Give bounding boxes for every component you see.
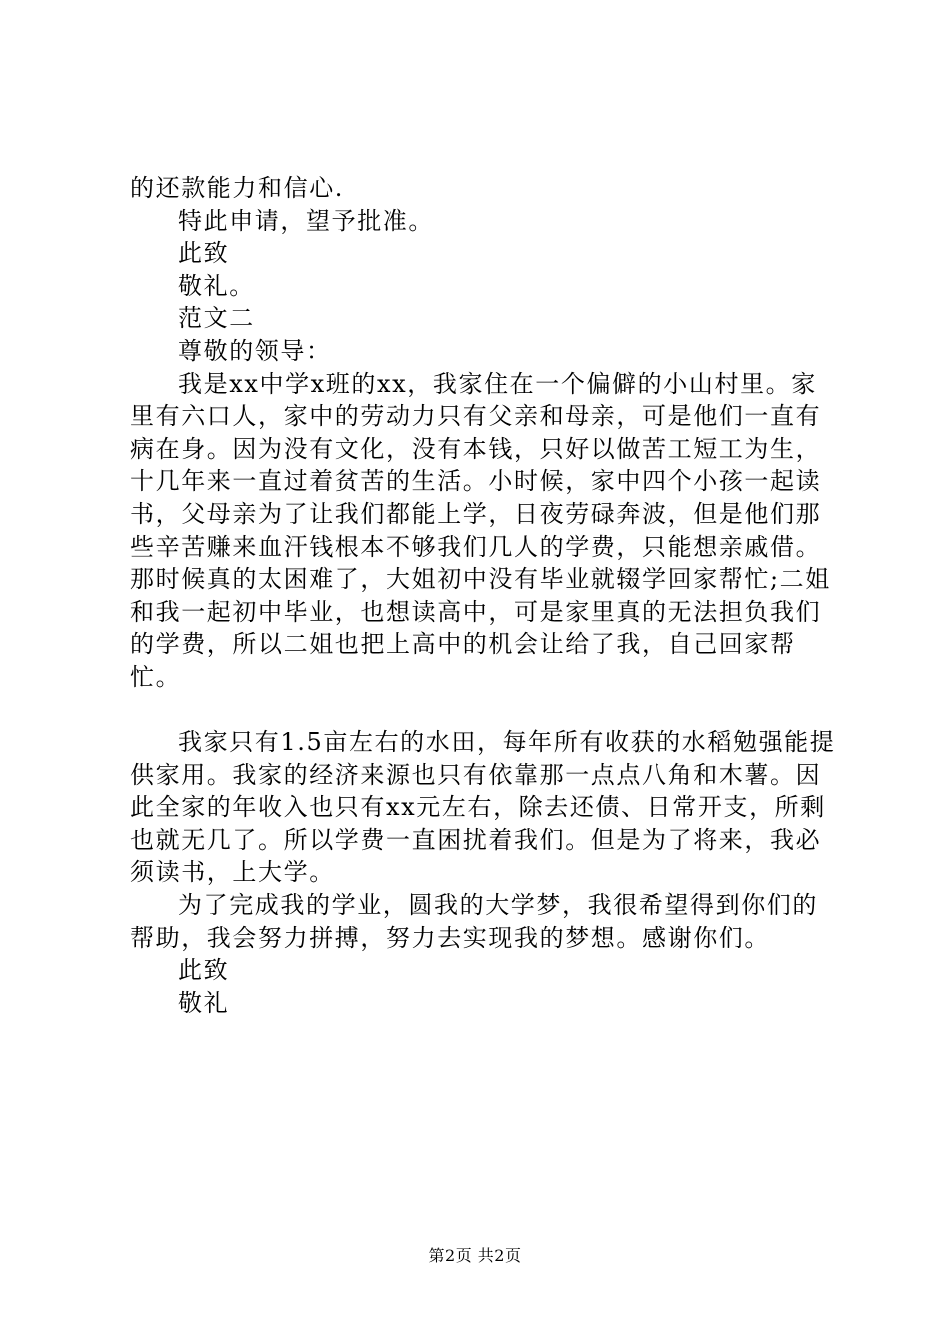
request-sentence: 特此申请，望予批准。 xyxy=(178,206,434,235)
letter-greeting: 尊敬的领导： xyxy=(178,336,332,365)
salutation-jingli-2: 敬礼 xyxy=(178,988,230,1017)
salutation-jingli: 敬礼。 xyxy=(178,271,255,300)
closing-line: 的还款能力和信心. xyxy=(130,174,345,202)
document-body xyxy=(130,172,842,1019)
paragraph-spacer xyxy=(130,694,842,727)
page-number-footer: 第2页 共2页 xyxy=(428,1246,522,1265)
paragraph-request-help: 为了完成我的学业，圆我的大学梦，我很希望得到你们的帮助，我会努力拼搏，努力去实现我的梦想。感谢你们。 xyxy=(130,891,818,952)
paragraph-family-background: 我是xx中学x班的xx，我家住在一个偏僻的小山村里。家里有六口人，家中的劳动力只有父亲和母亲，可是他们一直有病在身。因为没有文化，没有本钱，只好以做苦工短工为生，十几年来一直过着贫苦的生活。小时候，家中四个小孩一起读书，父母亲为了让我们都能上学，日夜劳碌奔波，但是他们那些辛苦赚来血汗钱根本不够我们几人的学费，只能想亲戚借。那时候真的太困难了，大姐初中没有毕业就辍学回家帮忙;二姐和我一起初中毕业，也想读高中，可是家里真的无法担负我们的学费，所以二姐也把上高中的机会让给了我，自己回家帮忙。 xyxy=(130,369,831,691)
paragraph-family-income: 我家只有1.5亩左右的水田，每年所有收获的水稻勉强能提供家用。我家的经济来源也只有依靠那一点点八角和木薯。因此全家的年收入也只有xx元左右，除去还债、日常开支，所剩也就无几了。所以学费一直困扰着我们。但是为了将来，我必须读书，上大学。 xyxy=(130,728,836,887)
section-heading: 范文二 xyxy=(178,304,255,333)
salutation-cizhi-2: 此致 xyxy=(178,956,230,985)
salutation-cizhi: 此致 xyxy=(178,239,230,268)
